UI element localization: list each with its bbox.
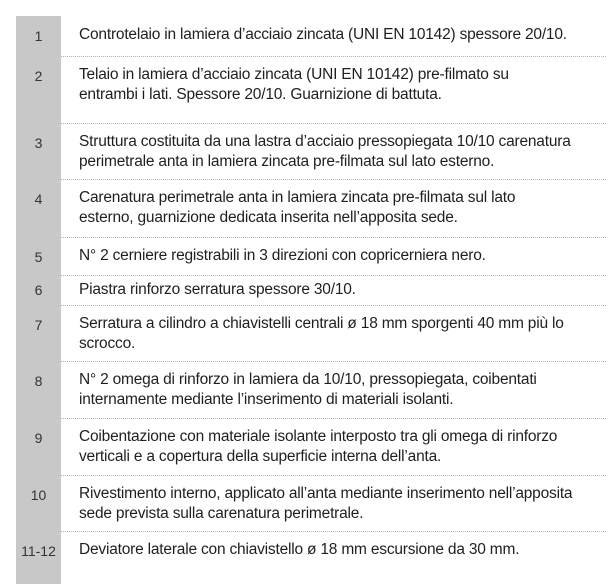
item-description: Controtelaio in lamiera d’acciaio zincata (UNI EN 10142) spessore 20/10.	[79, 26, 567, 43]
item-description: N° 2 omega di rinforzo in lamiera da 10/10, pressopiegata, coibentati internamente mediante l’inserimento di materiali isolanti.	[79, 371, 537, 408]
item-number: 4	[16, 179, 61, 237]
item-description: Telaio in lamiera d’acciaio zincata (UNI EN 10142) pre-filmato su entrambi i lati. Spessore 20/10. Guarnizione di battuta.	[79, 66, 509, 103]
item-number: 10	[16, 475, 61, 531]
item-description: Carenatura perimetrale anta in lamiera zincata pre-filmata sul lato esterno, guarnizione dedicata inserita nell’apposita sede.	[79, 189, 516, 226]
table-row	[16, 237, 606, 275]
item-number: 8	[16, 361, 61, 418]
item-number: 6	[16, 275, 61, 305]
table-row	[16, 275, 606, 305]
item-number: 2	[16, 56, 61, 123]
item-number: 9	[16, 418, 61, 475]
item-number: 11-12	[16, 531, 61, 584]
table-row	[16, 16, 606, 56]
item-description: Coibentazione con materiale isolante interposto tra gli omega di rinforzo verticali e a copertura della superficie interna dell’anta.	[79, 428, 558, 465]
table-row	[16, 305, 606, 361]
item-description: Deviatore laterale con chiavistello ø 18 mm escursione da 30 mm.	[79, 541, 520, 558]
item-number: 3	[16, 123, 61, 179]
item-description: Serratura a cilindro a chiavistelli centrali ø 18 mm sporgenti 40 mm più lo scrocco.	[79, 315, 564, 352]
table-row	[16, 475, 606, 531]
table-row	[16, 531, 606, 584]
item-description: Rivestimento interno, applicato all’anta mediante inserimento nell’apposita sede prevista sulla carenatura perimetrale.	[79, 485, 573, 522]
item-number: 1	[16, 16, 61, 56]
table-row	[16, 179, 606, 237]
item-description: Struttura costituita da una lastra d’acciaio pressopiegata 10/10 carenatura perimetrale anta in lamiera zincata pre-filmata sul lato esterno.	[79, 133, 571, 170]
item-number: 5	[16, 237, 61, 275]
item-number: 7	[16, 305, 61, 361]
table-row	[16, 418, 606, 475]
table-row	[16, 56, 606, 123]
table-row	[16, 361, 606, 418]
table-row	[16, 123, 606, 179]
item-description: Piastra rinforzo serratura spessore 30/10.	[79, 281, 356, 298]
item-description: N° 2 cerniere registrabili in 3 direzioni con copricerniera nero.	[79, 247, 486, 264]
